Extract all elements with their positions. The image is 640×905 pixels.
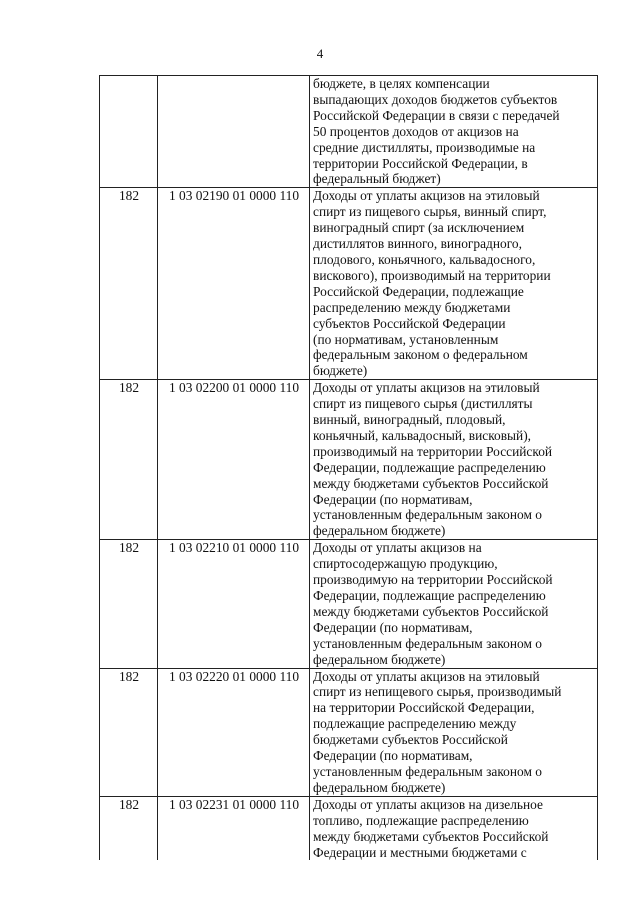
revenue-name-cell <box>310 188 598 380</box>
revenue-name-line: Российской Федерации в связи с передачей <box>313 107 560 123</box>
budget-classification-code-cell: 1 03 02220 01 0000 110 <box>158 668 310 796</box>
budget-classification-code-cell: 1 03 02190 01 0000 110 <box>158 188 310 380</box>
revenue-name-line: федеральным законом о федеральном <box>313 347 528 363</box>
revenue-name-line: производимую на территории Российской <box>313 572 553 588</box>
table-row <box>100 76 598 188</box>
revenue-name-line: Российской Федерации, подлежащие <box>313 283 524 299</box>
revenue-name-line: установленным федеральным законом о <box>313 507 542 523</box>
budget-classification-code-cell: 1 03 02210 01 0000 110 <box>158 540 310 668</box>
revenue-name-line: Федерации (по нормативам, <box>313 748 473 764</box>
admin-code-cell: 182 <box>100 540 158 668</box>
revenue-name-line: бюджете, в целях компенсации <box>313 76 490 91</box>
revenue-name-line: между бюджетами субъектов Российской <box>313 828 549 844</box>
revenue-name-line: Доходы от уплаты акцизов на <box>313 540 482 556</box>
revenue-name-line: федеральном бюджете) <box>313 523 446 539</box>
admin-code-cell: 182 <box>100 668 158 796</box>
revenue-name-line: коньячный, кальвадосный, висковый), <box>313 427 532 443</box>
admin-code-cell <box>100 76 158 188</box>
revenue-classification-table <box>99 75 598 860</box>
revenue-name-line: бюджете) <box>313 363 368 379</box>
revenue-name-line: плодового, коньячного, кальвадосного, <box>313 251 536 267</box>
table-body <box>100 76 598 861</box>
admin-code-cell: 182 <box>100 188 158 380</box>
revenue-name-line: Федерации (по нормативам, <box>313 491 473 507</box>
revenue-name-line: федеральном бюджете) <box>313 779 446 795</box>
table-row <box>100 188 598 380</box>
revenue-name-cell <box>310 796 598 860</box>
revenue-name-line: на территории Российской Федерации, <box>313 700 535 716</box>
revenue-name-line: (по нормативам, установленным <box>313 331 499 347</box>
budget-classification-code-cell <box>158 76 310 188</box>
revenue-name-line: Доходы от уплаты акцизов на этиловый <box>313 188 540 204</box>
admin-code-cell: 182 <box>100 380 158 540</box>
revenue-name-line: топливо, подлежащие распределению <box>313 812 529 828</box>
revenue-name-line: спиртосодержащую продукцию, <box>313 556 498 572</box>
revenue-name-line: Федерации, подлежащие распределению <box>313 588 546 603</box>
revenue-name-line: Доходы от уплаты акцизов на этиловый <box>313 380 540 396</box>
revenue-name-line: дистиллятов винного, виноградного, <box>313 236 522 252</box>
revenue-name-cell <box>310 380 598 540</box>
table-row <box>100 668 598 796</box>
revenue-name-line: спирт из пищевого сырья (дистилляты <box>313 396 533 412</box>
revenue-name-line: 50 процентов доходов от акцизов на <box>313 123 519 139</box>
revenue-name-line: установленным федеральным законом о <box>313 635 542 651</box>
table-row <box>100 380 598 540</box>
revenue-name-line: производимый на территории Российской <box>313 443 553 459</box>
revenue-name-line: подлежащие распределению между <box>313 716 517 732</box>
revenue-name-line: установленным федеральным законом о <box>313 763 542 779</box>
revenue-name-line: Доходы от уплаты акцизов на дизельное <box>313 796 543 812</box>
revenue-name-line: Федерации (по нормативам, <box>313 619 473 635</box>
budget-classification-code-cell: 1 03 02200 01 0000 110 <box>158 380 310 540</box>
revenue-name-line: субъектов Российской Федерации <box>313 315 506 331</box>
table-row <box>100 796 598 860</box>
page-number: 4 <box>316 46 324 61</box>
revenue-name-line: территории Российской Федерации, в <box>313 155 528 171</box>
revenue-name-line: Доходы от уплаты акцизов на этиловый <box>313 668 540 684</box>
revenue-name-line: Федерации, подлежащие распределению <box>313 459 546 475</box>
revenue-name-line: федеральном бюджете) <box>313 651 446 667</box>
revenue-name-line: винный, виноградный, плодовый, <box>313 412 506 428</box>
revenue-name-line: между бюджетами субъектов Российской <box>313 603 549 619</box>
revenue-name-cell <box>310 668 598 796</box>
revenue-name-line: распределению между бюджетами <box>313 299 511 315</box>
budget-classification-code-cell: 1 03 02231 01 0000 110 <box>158 796 310 860</box>
revenue-name-line: средние дистилляты, производимые на <box>313 139 536 155</box>
revenue-name-cell <box>310 540 598 668</box>
revenue-name-line: между бюджетами субъектов Российской <box>313 475 549 491</box>
revenue-name-line: Федерации и местными бюджетами с <box>313 844 527 860</box>
revenue-name-line: федеральный бюджет) <box>313 171 441 187</box>
revenue-name-line: вискового), производимый на территории <box>313 267 551 283</box>
revenue-name-line: спирт из непищевого сырья, производимый <box>313 684 562 700</box>
revenue-name-line: виноградный спирт (за исключением <box>313 220 525 236</box>
admin-code-cell: 182 <box>100 796 158 860</box>
revenue-name-line: выпадающих доходов бюджетов субъектов <box>313 91 558 107</box>
revenue-name-line: бюджетами субъектов Российской <box>313 732 508 748</box>
revenue-name-line: спирт из пищевого сырья, винный спирт, <box>313 204 547 220</box>
revenue-name-cell <box>310 76 598 188</box>
table-row <box>100 540 598 668</box>
